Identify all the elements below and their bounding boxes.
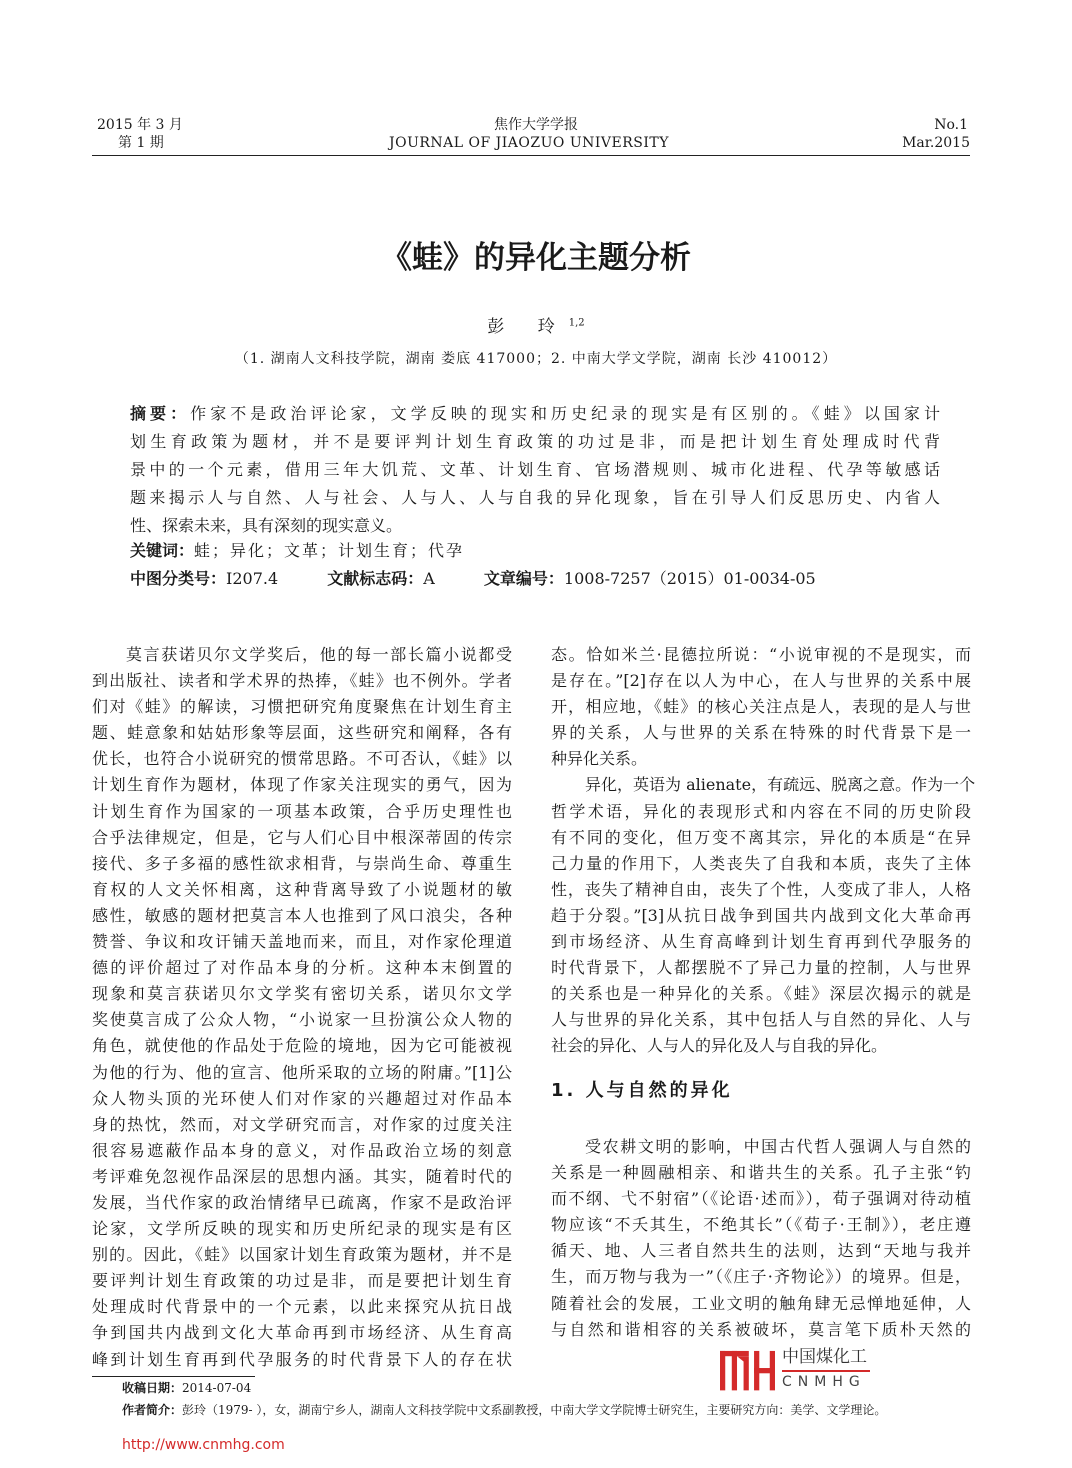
text-line: 很容易遮蔽作品本身的意义，对作品政治立场的刻意 [92, 1140, 512, 1160]
author-affiliation-marks: 1,2 [568, 317, 585, 329]
text-line: 身的热忱，然而，对文学研究而言，对作家的过度关注 [92, 1114, 512, 1134]
cnmhg-logo [720, 1347, 920, 1393]
author [0, 312, 1072, 337]
abstract [130, 400, 940, 540]
header-date: 2015 年 3 月 [97, 117, 183, 133]
left-column [92, 642, 512, 1373]
article-title: 《蛙》的异化主题分析 [381, 240, 691, 276]
paragraph [551, 1134, 971, 1343]
text-line: 峰到计划生育再到代孕服务的时代背景下人的存在状 [92, 1349, 512, 1369]
doc-code-value: A [423, 569, 435, 588]
abstract-label: 摘要： [130, 404, 191, 423]
text-line: 趋于分裂。”[3]从抗日战争到国共内战到文化大革命再 [551, 905, 971, 925]
text-line: 异化，英语为 alienate，有疏远、脱离之意。作为一个 [585, 775, 976, 795]
logo-divider [782, 1370, 870, 1372]
text-line: 到出版社、读者和学术界的热捧，《蛙》也不例外。学者 [92, 671, 512, 691]
text-line: 循天、地、人三者自然共生的法则，达到“天地与我并 [551, 1241, 971, 1261]
abstract-text: 题来揭示人与自然、人与社会、人与人、人与自我的异化现象，旨在引导人们反思历史、内省人 [130, 488, 940, 507]
text-line: 人与世界的异化关系，其中包括人与自然的异化、人与 [551, 1010, 971, 1030]
abstract-text: 作家不是政治评论家，文学反映的现实和历史纪录的现实是有区别的。《蛙》以国家计 [190, 404, 940, 423]
clc-value: I207.4 [226, 569, 279, 588]
text-line: 们对《蛙》的解读，习惯把研究角度聚焦在计划生育主 [92, 697, 512, 717]
text-line: 众人物头顶的光环使人们对作家的兴趣超过对作品本 [92, 1088, 512, 1108]
text-line: 计划生育作为国家的一项基本政策，合乎历史理性也 [92, 801, 512, 821]
abstract-text: 景中的一个元素，借用三年大饥荒、文革、计划生育、官场潜规则、城市化进程、代孕等敏感话 [130, 460, 940, 479]
paragraph [551, 772, 976, 1059]
header-issue: 第 1 期 [118, 135, 164, 151]
text-line: 有不同的变化，但万变不离其宗，异化的本质是“在异 [551, 827, 971, 847]
text-line: 生，而万物与我为一”（《庄子·齐物论》）的境界。但是， [551, 1267, 971, 1287]
bio-label: 作者简介： [122, 1403, 183, 1417]
abstract-line [130, 484, 940, 512]
text-line: 争到国共内战到文化大革命再到市场经济、从生育高 [92, 1323, 512, 1343]
logo-mark-icon [720, 1347, 775, 1393]
text-line: 性，丧失了精神自由，丧失了个性，人变成了非人，人格 [551, 879, 971, 899]
keywords-value: 蛙；异化；文革；计划生育；代孕 [194, 541, 465, 560]
text-line: 是存在。”[2]存在以人为中心，在人与世界的关系中展 [551, 671, 971, 691]
text-line: 奖使莫言成了公众人物，“小说家一旦扮演公众人物的 [92, 1010, 512, 1030]
abstract-line [130, 428, 940, 456]
abstract-text: 划生育政策为题材，并不是要评判计划生育政策的功过是非，而是把计划生育处理成时代背 [130, 432, 940, 451]
paragraph [551, 642, 971, 772]
text-line: 关系是一种圆融相亲、和谐共生的关系。孔子主张“钓 [551, 1163, 971, 1183]
text-line: 界的关系，人与世界的关系在特殊的时代背景下是一 [551, 723, 971, 743]
abstract-line [130, 456, 940, 484]
abstract-line [130, 512, 940, 540]
journal-name-en: JOURNAL OF JIAOZUO UNIVERSITY [388, 135, 669, 151]
text-line: 合乎法律规定，但是，它与人们心目中根深蒂固的传宗 [92, 827, 512, 847]
author-name: 彭 玲 [487, 317, 569, 337]
logo-text-en: CNMHG [782, 1374, 866, 1390]
header-month: Mar.2015 [902, 135, 970, 151]
affiliation: （1. 湖南人文科技学院，湖南 娄底 417000；2. 中南大学文学院，湖南 长沙 410012） [234, 351, 838, 367]
text-line: 到市场经济、从生育高峰到计划生育再到代孕服务的 [551, 932, 971, 952]
classification [130, 565, 940, 593]
text-line: 考评难免忽视作品深层的思想内涵。其实，随着时代的 [92, 1166, 512, 1186]
journal-name-cn: 焦作大学学报 [494, 117, 578, 133]
received-label: 收稿日期： [122, 1381, 183, 1395]
section-heading: 1. 人与自然的异化 [551, 1080, 733, 1101]
text-line: 赞誉、争议和攻讦铺天盖地而来，而且，对作家伦理道 [92, 932, 512, 952]
text-line: 处理成时代背景中的一个元素，以此来探究从抗日战 [92, 1297, 512, 1317]
text-line: 随着社会的发展，工业文明的触角肆无忌惮地延伸，人 [551, 1293, 971, 1313]
text-line: 种异化关系。 [551, 749, 648, 769]
url-watermark: http://www.cnmhg.com [122, 1437, 285, 1453]
text-line: 己力量的作用下，人类丧失了自我和本质，丧失了主体 [551, 853, 971, 873]
text-line: 物应该“不夭其生，不绝其长”（《荀子·王制》），老庄遵 [551, 1215, 971, 1235]
text-line: 莫言获诺贝尔文学奖后，他的每一部长篇小说都受 [126, 645, 512, 664]
header-rule [92, 155, 970, 156]
abstract-text: 性、探索未来，具有深刻的现实意义。 [130, 516, 403, 535]
author-bio [122, 1402, 886, 1418]
text-line: 开，相应地，《蛙》的核心关注点是人，表现的是人与世 [551, 697, 971, 717]
text-line: 德的评价超过了对作品本身的分析。这种本末倒置的 [92, 958, 512, 978]
text-line: 态。恰如米兰·昆德拉所说：“小说审视的不是现实，而 [551, 645, 971, 664]
text-line: 而不纲、弋不射宿”（《论语·述而》），荀子强调对待动植 [551, 1189, 971, 1209]
text-line: 感性，敏感的题材把莫言本人也推到了风口浪尖，各种 [92, 905, 512, 925]
logo-text-cn: 中国煤化工 [782, 1347, 867, 1367]
article-id-value: 1008-7257（2015）01-0034-05 [563, 569, 816, 588]
text-line: 时代背景下，人都摆脱不了异己力量的控制，人与世界 [551, 958, 971, 978]
text-line: 角色，就使他的作品处于危险的境地，因为它可能被视 [92, 1036, 512, 1056]
text-line: 优长，也符合小说研究的惯常思路。不可否认，《蛙》以 [92, 749, 512, 769]
right-column-top [551, 642, 976, 1060]
doc-code-label: 文献标志码： [327, 569, 424, 588]
paragraph [92, 642, 512, 1373]
footnote-rule [92, 1376, 255, 1377]
text-line: 为他的行为、他的宣言、他所采取的立场的附庸。”[1]公 [92, 1062, 512, 1082]
clc-label: 中图分类号： [130, 569, 227, 588]
text-line: 社会的异化、人与人的异化及人与自我的异化。 [551, 1036, 888, 1056]
text-line: 的关系也是一种异化的关系。《蛙》深层次揭示的就是 [551, 984, 971, 1004]
text-line: 与自然和谐相容的关系被破坏，莫言笔下质朴天然的 [551, 1319, 971, 1339]
received-value: 2014-07-04 [182, 1381, 252, 1395]
right-column-bottom [551, 1134, 971, 1343]
text-line: 题、蛙意象和姑姑形象等层面，这些研究和阐释，各有 [92, 723, 512, 743]
text-line: 哲学术语，异化的表现形式和内容在不同的历史阶段 [551, 801, 971, 821]
keywords-label: 关键词： [130, 541, 195, 560]
bio-value: 彭玲（1979- ），女，湖南宁乡人，湖南人文科技学院中文系副教授，中南大学文学院博士研究生，主要研究方向：美学、文学理论。 [182, 1403, 887, 1417]
received-date [122, 1380, 251, 1396]
keywords [130, 537, 464, 565]
header-number: No.1 [934, 117, 968, 133]
text-line: 论家，文学所反映的现实和历史所纪录的现实是有区 [92, 1219, 512, 1239]
abstract-line [130, 400, 940, 428]
text-line: 要评判计划生育政策的功过是非，而是要把计划生育 [92, 1271, 512, 1291]
text-line: 发展，当代作家的政治情绪早已疏离，作家不是政治评 [92, 1192, 512, 1212]
text-line: 现象和莫言获诺贝尔文学奖有密切关系，诺贝尔文学 [92, 984, 512, 1004]
text-line: 受农耕文明的影响，中国古代哲人强调人与自然的 [585, 1137, 971, 1156]
text-line: 接代、多子多福的感性欲求相背，与崇尚生命、尊重生 [92, 853, 512, 873]
text-line: 别的。因此，《蛙》以国家计划生育政策为题材，并不是 [92, 1245, 512, 1265]
article-id-label: 文章编号： [483, 569, 564, 588]
text-line: 育权的人文关怀相离，这种背离导致了小说题材的敏 [92, 879, 512, 899]
text-line: 计划生育作为题材，体现了作家关注现实的勇气，因为 [92, 775, 512, 795]
